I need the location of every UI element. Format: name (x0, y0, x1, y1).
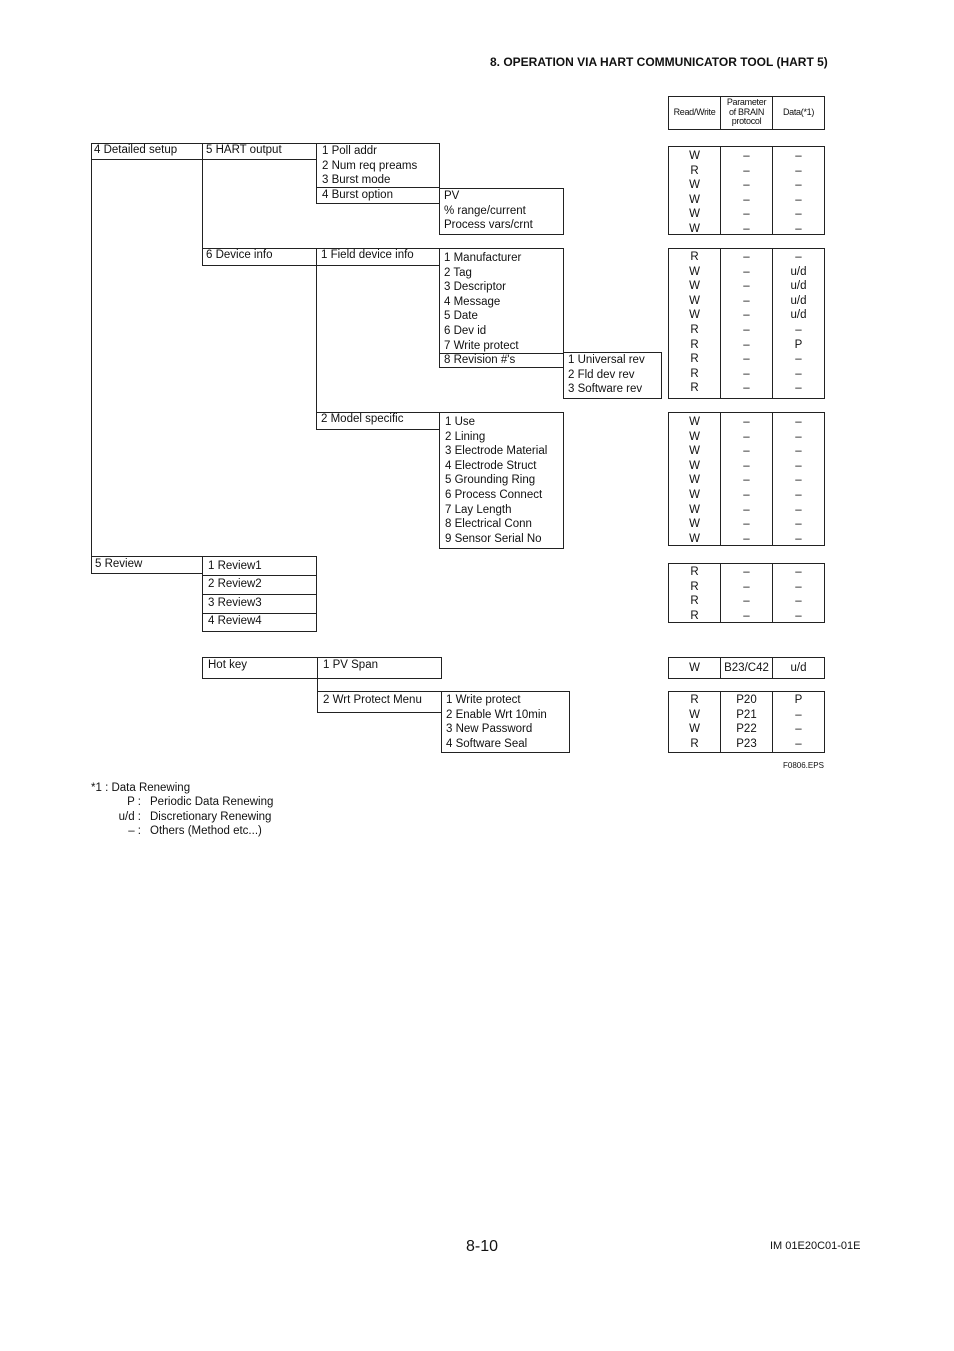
rw-cell: R (690, 338, 699, 351)
doc-id: IM 01E20C01-01E (770, 1240, 861, 1252)
rw-cell: R (690, 367, 699, 380)
data-cell: P (794, 694, 803, 706)
rw-cell: W (689, 489, 700, 501)
rw-cell: R (690, 737, 699, 750)
data-cell: – (795, 353, 802, 366)
param-cell: – (743, 532, 750, 545)
wrt-protect-list: 1 Write protect 2 Enable Wrt 10min 3 New Password 4 Software Seal (441, 691, 570, 753)
param-cell: – (743, 251, 750, 263)
data-cell: – (795, 193, 802, 206)
param-cell: P20 (736, 694, 757, 706)
param-cell: – (743, 445, 750, 458)
param-cell: – (743, 208, 750, 221)
param-cell: – (743, 193, 750, 206)
param-cell: – (743, 503, 750, 516)
data-cell: u/d (790, 294, 807, 307)
rw-cell: W (689, 532, 700, 545)
data-cell: – (795, 251, 802, 263)
param-cell: – (743, 566, 750, 578)
menu-wrt-protect: 2 Wrt Protect Menu (317, 691, 442, 713)
menu-hart-output: 5 HART output (202, 143, 317, 160)
figure-id: F0806.EPS (783, 761, 824, 770)
rw-table-group (668, 412, 825, 546)
param-cell: – (743, 489, 750, 501)
data-cell: u/d (790, 662, 807, 674)
rw-cell: W (689, 309, 700, 322)
data-cell: – (795, 474, 802, 487)
data-cell: – (795, 150, 802, 162)
rw-cell: W (689, 193, 700, 206)
footnote-text: Discretionary Renewing (150, 811, 272, 823)
footnote-key: P : (127, 796, 141, 808)
review-list: 1 Review1 2 Review2 3 Review3 4 Review4 (202, 556, 317, 632)
rw-cell: W (689, 708, 700, 721)
rw-cell: R (690, 324, 699, 336)
rw-cell: W (689, 265, 700, 278)
tree-line (202, 159, 203, 249)
rw-cell: W (689, 503, 700, 516)
rw-cell: W (689, 430, 700, 443)
param-cell: – (743, 609, 750, 622)
data-cell: – (795, 445, 802, 458)
header-read-write: Read/Write (673, 107, 716, 117)
hart-output-list: 1 Poll addr 2 Num req preams 3 Burst mode 4 Burst option (316, 143, 440, 204)
param-cell: – (743, 459, 750, 472)
data-cell: – (795, 459, 802, 472)
rw-cell: W (689, 445, 700, 458)
data-cell: – (795, 609, 802, 622)
tree-line (91, 159, 92, 557)
param-cell: – (743, 294, 750, 307)
param-cell: – (743, 518, 750, 531)
data-cell: – (795, 566, 802, 578)
rw-cell: R (690, 353, 699, 366)
rw-cell: W (689, 518, 700, 531)
menu-detailed-setup: 4 Detailed setup (91, 143, 203, 160)
rw-cell: W (689, 150, 700, 162)
rw-cell: W (689, 280, 700, 293)
param-cell: – (743, 265, 750, 278)
rw-cell: W (689, 179, 700, 192)
rw-cell: R (690, 164, 699, 177)
footnote-title: *1 : Data Renewing (91, 782, 191, 794)
table-header (668, 96, 825, 130)
data-cell: – (795, 179, 802, 192)
footnote-key: – : (128, 825, 141, 837)
data-cell: P (794, 338, 803, 351)
page-title: 8. OPERATION VIA HART COMMUNICATOR TOOL (HART 5) (490, 55, 828, 69)
menu-device-info: 6 Device info (202, 248, 317, 266)
rw-cell: R (690, 595, 699, 608)
data-cell: – (795, 580, 802, 593)
param-cell: – (743, 150, 750, 162)
data-cell: – (795, 430, 802, 443)
rw-cell: W (689, 294, 700, 307)
data-cell: – (795, 164, 802, 177)
rw-cell: W (689, 223, 700, 235)
param-cell: – (743, 382, 750, 395)
param-cell: – (743, 416, 750, 428)
param-cell: – (743, 353, 750, 366)
burst-option-list: PV % range/current Process vars/crnt (439, 188, 564, 235)
param-cell: – (743, 309, 750, 322)
param-cell: – (743, 179, 750, 192)
data-cell: – (795, 489, 802, 501)
data-cell: – (795, 723, 802, 736)
tree-line (317, 678, 318, 692)
rw-table-group (668, 248, 825, 399)
param-cell: – (743, 595, 750, 608)
data-cell: – (795, 595, 802, 608)
rw-cell: W (689, 474, 700, 487)
rw-cell: R (690, 580, 699, 593)
rw-cell: W (689, 662, 700, 674)
data-cell: – (795, 708, 802, 721)
data-cell: – (795, 382, 802, 395)
page-number: 8-10 (466, 1238, 499, 1255)
rw-cell: W (689, 723, 700, 736)
model-specific-list: 1 Use 2 Lining 3 Electrode Material 4 Electrode Struct 5 Grounding Ring 6 Process Connect 7 Lay Length 8 Electrical Conn 9 Sensor Serial No (439, 412, 564, 549)
rw-cell: W (689, 208, 700, 221)
param-cell: B23/C42 (724, 662, 769, 674)
tree-line (316, 265, 317, 413)
param-cell: – (743, 580, 750, 593)
param-cell: P23 (736, 737, 757, 750)
data-cell: u/d (790, 309, 807, 322)
rw-cell: R (690, 609, 699, 622)
rw-table-group (668, 657, 825, 679)
param-cell: – (743, 223, 750, 235)
footnote-key: u/d : (118, 811, 141, 823)
menu-review: 5 Review (91, 556, 203, 574)
param-cell: P22 (736, 723, 757, 736)
menu-model-specific: 2 Model specific (316, 412, 440, 430)
rw-table-group (668, 691, 825, 753)
data-cell: u/d (790, 280, 807, 293)
menu-field-device-info: 1 Field device info (316, 248, 440, 266)
footnote-text: Periodic Data Renewing (150, 796, 274, 808)
field-device-list: 1 Manufacturer 2 Tag 3 Descriptor 4 Message 5 Date 6 Dev id 7 Write protect 8 Revision #'s (439, 248, 564, 368)
param-cell: – (743, 324, 750, 336)
header-parameter: Parameter of BRAIN protocol (726, 97, 767, 126)
param-cell: – (743, 280, 750, 293)
data-cell: – (795, 416, 802, 428)
data-cell: – (795, 223, 802, 235)
data-cell: – (795, 324, 802, 336)
rw-table-group (668, 563, 825, 623)
param-cell: – (743, 164, 750, 177)
param-cell: – (743, 367, 750, 380)
menu-pv-span: 1 PV Span (317, 657, 442, 679)
param-cell: – (743, 474, 750, 487)
rw-cell: R (690, 566, 699, 578)
data-cell: – (795, 518, 802, 531)
data-cell: – (795, 208, 802, 221)
param-cell: P21 (736, 708, 757, 721)
param-cell: – (743, 430, 750, 443)
data-cell: – (795, 367, 802, 380)
rw-cell: R (690, 694, 699, 706)
data-cell: – (795, 532, 802, 545)
rw-cell: W (689, 459, 700, 472)
rw-cell: R (690, 382, 699, 395)
data-cell: – (795, 503, 802, 516)
data-cell: – (795, 737, 802, 750)
rw-cell: R (690, 251, 699, 263)
header-data: Data(*1) (782, 107, 815, 117)
rw-cell: W (689, 416, 700, 428)
data-cell: u/d (790, 265, 807, 278)
rw-table-group (668, 146, 825, 235)
footnote-text: Others (Method etc...) (150, 825, 262, 837)
menu-hot-key: Hot key (202, 657, 318, 679)
param-cell: – (743, 338, 750, 351)
revision-list: 1 Universal rev 2 Fld dev rev 3 Software rev (563, 352, 662, 399)
